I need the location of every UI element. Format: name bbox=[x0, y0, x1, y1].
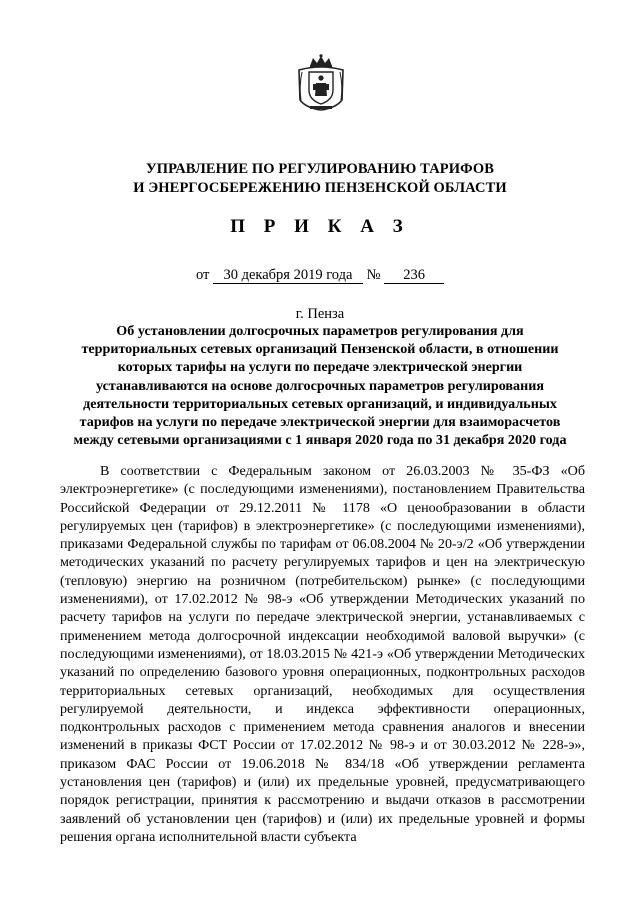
number-sign: № bbox=[366, 267, 381, 283]
date-prefix: от bbox=[195, 267, 210, 283]
authority-line-2: И ЭНЕРГОСБЕРЕЖЕНИЮ ПЕНЗЕНСКОЙ ОБЛАСТИ bbox=[133, 180, 507, 196]
date-number-line bbox=[0, 266, 640, 284]
order-number: 236 bbox=[384, 267, 444, 284]
body-paragraph: В соответствии с Федеральным законом от 26.03.2003 № 35-ФЗ «Об электроэнергетике» (с последующими изменениями), постановлением Правительства Российской Федерации от 29.12.2011 № 1178 «О ценообразовании в области регулируемых цен (тарифов) в электроэнергетике» (с последующими изменениями), приказами Федеральной службы по тарифам от 06.08.2004 № 20-э/2 «Об утверждении методических указаний по расчету регулируемых тарифов и цен на электрическую (тепловую) энергию на розничном (потребительском) рынке» (с последующими изменениями), от 17.02.2012 № 98-э «Об утверждении Методических указаний по расчету тарифов на услуги по передаче электрической энергии, устанавливаемых с применением метода долгосрочной индексации необходимой валовой выручки» (с последующими изменениями), от 18.03.2015 № 421-э «Об утверждении Методических указаний по определению базового уровня операционных, подконтрольных расходов территориальных сетевых организаций, необходимых для осуществления регулируемой деятельности, и индекса эффективности операционных, подконтрольных расходов с применением метода сравнения аналогов и внесении изменений в приказы ФСТ России от 17.02.2012 № 98-э и от 30.03.2012 № 228-э», приказом ФАС России от 19.06.2018 № 834/18 «Об утверждении регламента установления цен (тарифов) и (или) их предельные уровней, предусматривающего порядок регистрации, принятия к рассмотрению и выдачи отказов в рассмотрении заявлений об установлении цен (тарифов) и (или) их предельные уровней и формы решения органа исполнительной власти субъекта bbox=[60, 463, 585, 845]
city: г. Пенза bbox=[295, 306, 345, 322]
authority-line-1: УПРАВЛЕНИЕ ПО РЕГУЛИРОВАНИЮ ТАРИФОВ bbox=[145, 161, 495, 177]
coat-of-arms-icon bbox=[296, 54, 346, 112]
document-title: П Р И К А З bbox=[230, 216, 410, 237]
order-date: 30 декабря 2019 года bbox=[213, 267, 363, 284]
order-subject: Об установлении долгосрочных параметров регулирования для территориальных сетевых организаций Пензенской области, в отношении которых тарифы на услуги по передаче электрической энергии устанавливаются на основе долгосрочных параметров регулирования деятельности территориальных сетевых организаций, и индивидуальных тарифов на услуги по передаче электрической энергии для взаиморасчетов между сетевыми организациями с 1 января 2020 года по 31 декабря 2020 года bbox=[73, 323, 567, 449]
issuing-authority bbox=[0, 160, 640, 198]
